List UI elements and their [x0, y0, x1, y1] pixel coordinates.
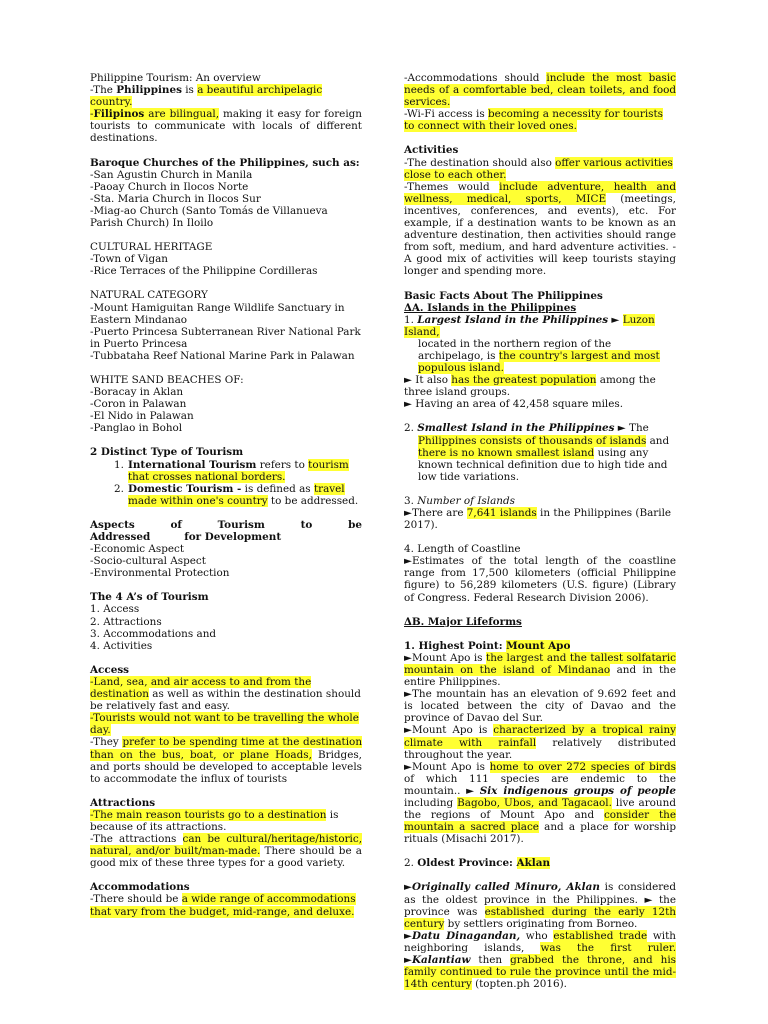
section-heading: Access: [90, 663, 130, 676]
list-item: -Mount Hamiguitan Range Wildlife Sanctuary in Eastern Mindanao: [90, 301, 345, 326]
highlight: include the most basic needs of a comfortable bed, clean toilets, and food services.: [404, 72, 676, 109]
highlight: -The main reason tourists go to a destination: [90, 808, 327, 821]
section-heading: Accommodations: [90, 881, 190, 894]
overview-line-2: -Filipinos are bilingual, making it easy for foreign tourists to communicate with locals of different destinations.: [90, 108, 362, 145]
basic-facts-section: Basic Facts About The Philippines ∆A. Islands in the Philippines 1. Largest Island in the Philippines ► Luzon Island, located in the northern region of the archipelago, is the country's largest and most populous island. ► It also has the greatest population among the three island groups. ► Having an area of 42,458 square miles. 2. Smallest Island in the Philippines ► The Philippines consists of thousands of islands and there is no known smallest island using any known technical definition due to high tide and low tide variations. 3. Number of Islands ►There are 7,641 islands in the Philippines (Barile 2017). 4. Length of Coastline ►Estimates of the total length of the coastline range from 17,500 kilometers (official Philippine figure) to 56,289 kilometers (U.S. figure) (Library of Congress. Federal Research Division 2006).: [404, 289, 676, 604]
cultural-section: [90, 241, 362, 277]
section-heading: The 4 A’s of Tourism: [90, 591, 209, 604]
section-heading: Baroque Churches of the Philippines, such as:: [90, 156, 360, 169]
highlight: 7,641 islands: [466, 507, 537, 519]
highlight: becoming a necessity for tourists to connect with their loved ones.: [404, 108, 663, 133]
highlight: -Land, sea, and air access to and from the destination: [90, 675, 312, 701]
list-item: -Socio-cultural Aspect: [90, 555, 206, 568]
tourism-types-section: [90, 446, 362, 506]
list-item: -Miag-ao Church (Santo Tomás de Villanueva Parish Church) In Iloilo: [90, 204, 328, 230]
highlight: has the greatest population: [451, 374, 597, 387]
highlight: include adventure, health and wellness, medical, sports, MICE: [404, 180, 677, 205]
highlight: a wide range of accommodations that vary from the budget, mid-range, and deluxe.: [90, 893, 356, 918]
accommodations-continued: -Accommodations should include the most basic needs of a comfortable bed, clean toilets, and food services. -Wi-Fi access is becoming a necessity for tourists to connect with their loved ones.: [404, 72, 676, 133]
highlight: home to over 272 species of birds: [489, 760, 676, 773]
list-item: 2. Attractions: [90, 615, 162, 628]
beaches-section: [90, 374, 362, 434]
highlight: consider the mountain a sacred place: [404, 809, 676, 834]
list-item: -Sta. Maria Church in Ilocos Sur: [90, 192, 261, 205]
highlight: Mount Apo: [506, 639, 571, 652]
highlight: -Tourists would not want to be travelling the whole day.: [90, 712, 359, 737]
four-as-section: [90, 591, 362, 651]
attractions-section: Attractions -The main reason tourists go to a destination is because of its attractions. -The attractions can be cultural/heritage/historic, natural, and/or built/man-made. There should be a good mix of these three types for a good variety.: [90, 796, 362, 870]
highlight: travel made within one's country: [128, 482, 345, 507]
highlight: Philippines consists of thousands of islands: [418, 434, 647, 447]
fact-item: 4. Length of Coastline: [404, 543, 521, 556]
fact-item: 2. Smallest Island in the Philippines ► The: [404, 422, 649, 435]
list-item: 1. International Tourism refers to tourism that crosses national borders.: [114, 458, 349, 483]
list-item: 4. Activities: [90, 639, 153, 652]
highlight: characterized by a tropical rainy climate with rainfall: [404, 724, 677, 749]
activities-section: Activities -The destination should also offer various activities close to each other. -Themes would include adventure, health and wellness, medical, sports, MICE (meetings, incentives, conferences, and events), etc. For example, if a destination wants to be known as an adventure destination, then activities should range from soft, medium, and hard adventure activities. -A good mix of activities will keep tourists staying longer and spending more.: [404, 144, 677, 278]
subsection-heading: ∆B. Major Lifeforms: [404, 615, 522, 628]
section-heading: CULTURAL HERITAGE: [90, 241, 213, 254]
highlight: was the first ruler.: [540, 941, 676, 954]
section-heading: Basic Facts About The Philippines: [404, 289, 603, 302]
list-item: -Puerto Princesa Subterranean River National Park in Puerto Princesa: [90, 325, 361, 350]
highlight: established during the early 12th century: [404, 905, 676, 930]
overview-line-1: -The Philippines is a beautiful archipelagic country.: [90, 84, 323, 109]
highlight: grabbed the throne, and his family continued to rule the province until the mid-14th century: [404, 954, 676, 991]
section-heading: Attractions: [90, 796, 156, 809]
section-heading: Aspects of Tourism to be: [90, 518, 362, 531]
overview-section: [90, 72, 362, 145]
aspects-section: Aspects of Tourism to be Addressed for Development -Economic Aspect -Socio-cultural Aspect -Environmental Protection: [90, 518, 362, 580]
natural-section: [90, 289, 362, 362]
subsection-heading: ∆A. Islands in the Philippines: [404, 301, 577, 314]
fact-item: 3. Number of Islands: [404, 494, 515, 507]
fact-item: 1. Largest Island in the Philippines ► Luzon Island,: [404, 313, 655, 338]
highlight: established trade: [553, 929, 648, 942]
list-item: -Environmental Protection: [90, 567, 230, 580]
fact-heading: 1. Highest Point: Mount Apo: [404, 639, 571, 652]
highlight: tourism that crosses national borders.: [128, 458, 349, 483]
fact-heading: 2. Oldest Province: Aklan: [404, 857, 551, 870]
list-item: -Economic Aspect: [90, 543, 185, 556]
highlight: prefer to be spending time at the destination than on the bus, boat, or plane Hoads,: [90, 736, 363, 761]
highlight: Aklan: [516, 857, 551, 870]
highlight: Bagobo, Ubos, and Tagacaol.: [457, 796, 612, 809]
section-heading: Activities: [404, 144, 459, 157]
lifeforms-section: ∆B. Major Lifeforms 1. Highest Point: Mount Apo ►Mount Apo is the largest and the tallest solfataric mountain on the island of Mindanao and in the entire Philippines. ►The mountain has an elevation of 9.692 feet and is located between the city of Davao and the province of Davao del Sur. ►Mount Apo is characterized by a tropical rainy climate with rainfall relatively distributed throughout the year. ►Mount Apo is home to over 272 species of birds of which 111 species are endemic to the mountain.. ► Six indigenous groups of people including Bagobo, Ubos, and Tagacaol. live around the regions of Mount Apo and consider the mountain a sacred place and a place for worship rituals (Misachi 2017). 2. Oldest Province: Aklan ►Originally called Minuro, Aklan is considered as the oldest province in the Philippines. ► the province was established during the early 12th century by settlers originating from Borneo. ►Datu Dinagandan, who established trade with neighboring islands, was the first ruler. ►Kalantiaw then grabbed the throne, and his family continued to rule the province until the mid-14th century (topten.ph 2016).: [404, 615, 677, 991]
access-section: Access -Land, sea, and air access to and from the destination as well as within the destination should be relatively fast and easy. -Tourists would not want to be travelling the whole day. -They prefer to be spending time at the destination than on the bus, boat, or plane Hoads, Bridges, and ports should be developed to acceptable levels to accommodate the influx of tourists: [90, 663, 363, 785]
list-item: -Panglao in Bohol: [90, 422, 183, 435]
list-item: -El Nido in Palawan: [90, 410, 194, 423]
section-heading: NATURAL CATEGORY: [90, 289, 208, 302]
list-item: -Paoay Church in Ilocos Norte: [90, 180, 249, 193]
highlight: can be cultural/heritage/historic, natural, and/or built/man-made.: [90, 833, 362, 858]
highlight: -Filipinos are bilingual,: [90, 108, 220, 121]
list-item: -Rice Terraces of the Philippine Cordilleras: [90, 265, 318, 278]
list-item: -San Agustin Church in Manila: [90, 168, 253, 181]
highlight: a beautiful archipelagic country.: [90, 84, 323, 109]
baroque-section: [90, 157, 362, 230]
right-column: [404, 72, 676, 990]
highlight: offer various activities close to each other.: [404, 156, 673, 181]
highlight: the country's largest and most populous island.: [418, 349, 660, 375]
list-item: -Town of Vigan: [90, 253, 168, 266]
list-item: 1. Access: [90, 603, 140, 616]
left-column: [90, 72, 362, 918]
section-heading: 2 Distinct Type of Tourism: [90, 446, 244, 459]
list-item: -Coron in Palawan: [90, 398, 187, 411]
section-heading: WHITE SAND BEACHES OF:: [90, 373, 244, 386]
highlight: there is no known smallest island: [418, 446, 595, 459]
list-item: -Boracay in Aklan: [90, 386, 184, 399]
highlight: the largest and the tallest solfataric mountain on the island of Mindanao: [404, 651, 676, 676]
overview-title: Philippine Tourism: An overview: [90, 72, 261, 84]
highlight: Luzon Island,: [404, 313, 655, 338]
list-item: -Tubbataha Reef National Marine Park in Palawan: [90, 349, 355, 362]
list-item: 3. Accommodations and: [90, 627, 217, 640]
list-item: 2. Domestic Tourism - is defined as travel made within one's country to be addressed.: [114, 482, 359, 507]
accommodations-section: Accommodations -There should be a wide range of accommodations that vary from the budget, mid-range, and deluxe.: [90, 881, 356, 918]
